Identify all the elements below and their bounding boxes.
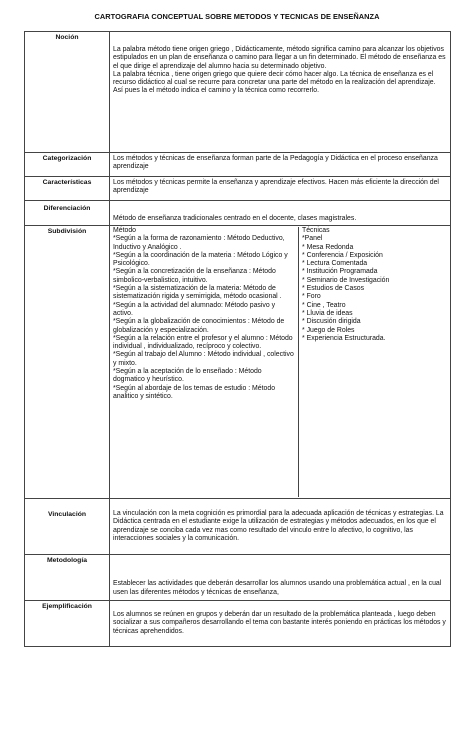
row-subdivision xyxy=(25,226,451,499)
content-categorizacion: Los métodos y técnicas de enseñanza forman parte de la Pedagogía y Didáctica en el proceso enseñanza aprendizaje xyxy=(110,153,451,177)
label-ejemplificacion: Ejemplificación xyxy=(25,601,110,647)
row-nocion xyxy=(25,32,451,153)
content-subdivision xyxy=(110,226,451,499)
metodo-item: *Según a la actividad del alumnado: Método pasivo y activo. xyxy=(113,301,276,317)
content-caracteristicas: Los métodos y técnicas permite la enseñanza y aprendizaje efectivos. Hacen más eficiente la dirección del aprendizaje xyxy=(110,177,451,201)
label-subdivision: Subdivisión xyxy=(25,226,110,499)
metodo-item: *Según a la coordinación de la materia : Método Lógico y Psicológico. xyxy=(113,251,288,268)
label-metodologia: Metodología xyxy=(25,555,110,601)
tecnica-item: * Juego de Roles xyxy=(302,326,355,334)
tecnica-item: * Discusión dirigida xyxy=(302,318,361,326)
metodos-column xyxy=(113,227,299,497)
row-vinculacion xyxy=(25,499,451,555)
tecnica-item: * Conferencia / Exposición xyxy=(302,251,383,259)
tecnica-item: * Experiencia Estructurada. xyxy=(302,334,386,342)
row-diferenciacion xyxy=(25,201,451,226)
label-diferenciacion: Diferenciación xyxy=(25,201,110,226)
tecnica-item: * Institución Programada xyxy=(302,268,378,276)
tecnica-item: * Lectura Comentada xyxy=(302,260,368,268)
content-vinculacion: La vinculación con la meta cognición es primordial para la adecuada aplicación de técnicas y estrategias. La Didáctica centrada en el estudiante exige la utilización de estrategias y métodos adecuados, en los que el aprendizaje se conciba cada vez mas como resultado del vinculo entre lo afectivo, lo cognitivo, las interacciones sociales y la comunicación. xyxy=(110,499,451,555)
subdivision-columns xyxy=(113,227,447,497)
label-nocion: Noción xyxy=(25,32,110,153)
tecnicas-column xyxy=(299,227,448,497)
metodo-item: *Según al trabajo del Alumno : Método individual , colectivo y mixto. xyxy=(113,351,294,367)
row-caracteristicas xyxy=(25,177,451,201)
label-caracteristicas: Características xyxy=(25,177,110,201)
tecnica-item: * Foro xyxy=(302,293,321,301)
metodo-item: *Según al abordaje de los temas de estudio : Método analitico y sintético. xyxy=(113,384,276,400)
tecnica-item: * Seminario de Investigación xyxy=(302,276,390,284)
tecnica-item: * Estudios de Casos xyxy=(302,285,365,293)
content-nocion xyxy=(110,32,451,153)
row-categorizacion xyxy=(25,153,451,177)
tecnica-item: * Mesa Redonda xyxy=(302,243,354,251)
metodo-item: *Según a la globalización de conocimientos : Método de globalización y especialización. xyxy=(113,318,285,334)
content-ejemplificacion: Los alumnos se reúnen en grupos y deberán dar un resultado de la problemática planteada , luego deben socializar a sus compañeros desarrollando el tema con bastante interés poniendo en prácticas los métodos y técnicas aprehendidos. xyxy=(110,601,451,647)
content-diferenciacion: Método de enseñanza tradicionales centrado en el docente, clases magistrales. xyxy=(110,201,451,226)
metodo-item: *Según a la aceptación de lo enseñado : Método dogmatico y heurístico. xyxy=(113,368,262,384)
metodo-item: *Según a la sistematización de la materia: Método de sistematización rigida y semirrigida, método ocasional . xyxy=(113,285,282,301)
label-vinculacion: Vinculación xyxy=(25,499,110,555)
metodo-item: *Según a la concretización de la enseñanza : Método simbolico-verbalistico, intuitivo. xyxy=(113,268,276,284)
tecnicas-heading: Técnicas xyxy=(302,227,330,234)
metodo-item: *Según a la relación entre el profesor y el alumno : Método individual , individualizado, recíproco y colectivo. xyxy=(113,334,293,351)
row-metodologia xyxy=(25,555,451,601)
content-metodologia: Establecer las actividades que deberán desarrollar los alumnos usando una problemática actual , en la cual usen las diferentes métodos y técnicas de enseñanza, xyxy=(110,555,451,601)
tecnica-item: * Lluvia de ideas xyxy=(302,309,353,317)
nocion-paragraph-3: Así pues la el método indica el camino y la técnica como recorrerlo. xyxy=(113,87,320,95)
label-categorizacion: Categorización xyxy=(25,153,110,177)
document-title: CARTOGRAFIA CONCEPTUAL SOBRE METODOS Y TECNICAS DE ENSEÑANZA xyxy=(94,12,380,21)
tecnica-item: * Cine , Teatro xyxy=(302,301,346,309)
metodo-item: *Según a la forma de razonamiento : Método Deductivo, Inductivo y Analógico . xyxy=(113,235,285,251)
nocion-paragraph-2: La palabra técnica , tiene origen griego que quiere decir cómo hacer algo. La técnica de enseñanza es el recurso didáctico al cual se recurre para concretar una parte del método en la realización del aprendizaje. xyxy=(113,70,436,87)
metodos-heading: Método xyxy=(113,227,136,234)
row-ejemplificacion xyxy=(25,601,451,647)
concept-map-table xyxy=(24,31,451,647)
nocion-paragraph-1: La palabra método tiene origen griego , Didácticamente, método significa camino para alcanzar los objetivos estipulados en un plan de enseñanza o camino para llegar a un fin determinado. El método de enseñanza es el que dirige el aprendizaje del alumno hacia su determinado objetivo. xyxy=(113,46,446,70)
tecnica-item: *Panel xyxy=(302,235,323,243)
